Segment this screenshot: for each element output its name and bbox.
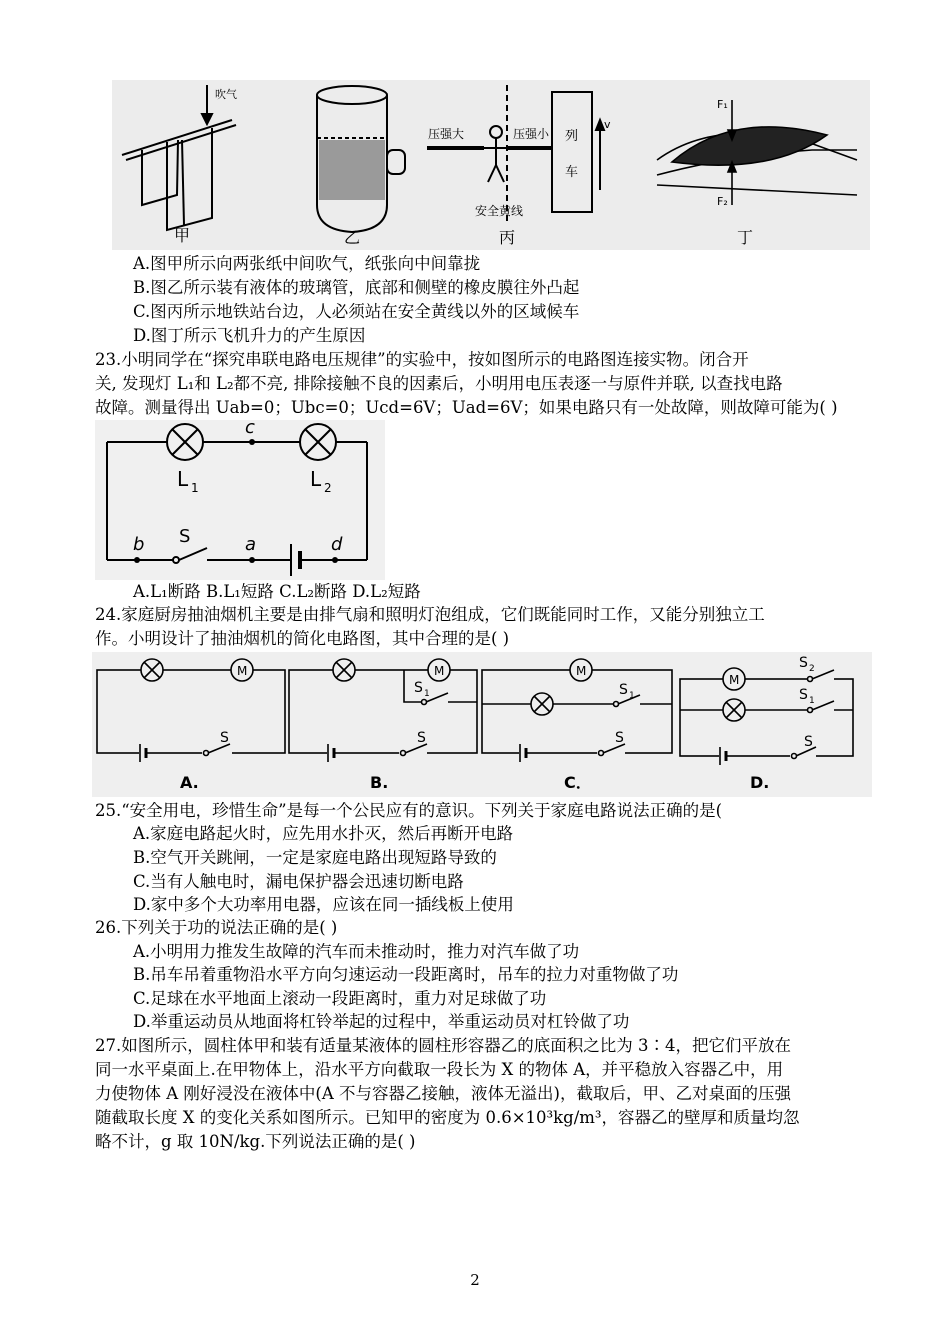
label-yi: 乙 [344, 228, 361, 247]
q23-stem-2: 关, 发现灯 L₁和 L₂都不亮, 排除接触不良的因素后，小明用电压表逐一与原件并联, 以查找电路 [95, 374, 783, 393]
q25-stem: 25.“安全用电，珍惜生命”是每一个公民应有的意识。下列关于家庭电路说法正确的是( [95, 801, 723, 820]
q27-stem-4: 随截取长度 X 的变化关系如图所示。已知甲的密度为 0.6×10³kg/m³，容器乙的壁厚和质量均忽 [95, 1108, 800, 1127]
train-text: 列 [565, 129, 579, 144]
node-a: a [245, 534, 257, 555]
motor-d: M [729, 673, 740, 687]
switch-d-s1-sub: 1 [809, 696, 815, 706]
q24-stem-1: 24.家庭厨房抽油烟机主要是由排气扇和照明灯泡组成，它们既能同时工作，又能分别独立工 [95, 605, 765, 624]
lamp-l2-sub: 2 [324, 481, 332, 495]
q27-stem-2: 同一水平桌面上.在甲物体上，沿水平方向截取一段长为 X 的物体 A，并平稳放入容器乙中，用 [95, 1060, 784, 1079]
label-c: C． [564, 773, 592, 792]
switch-b-s: S [417, 730, 426, 746]
switch-a-s: S [220, 730, 229, 746]
liquid [319, 140, 385, 200]
q26-stem: 26.下列关于功的说法正确的是( ) [95, 918, 338, 937]
q25-option-a: A.家庭电路起火时，应先用水扑灭，然后再断开电路 [133, 824, 514, 843]
lamp-l1-sub: 1 [191, 481, 199, 495]
q26-option-c: C.足球在水平地面上滚动一段距离时，重力对足球做了功 [133, 989, 547, 1008]
switch-d-s2: S [799, 655, 808, 671]
q22-option-b: B.图乙所示装有液体的玻璃管，底部和侧壁的橡皮膜往外凸起 [133, 278, 580, 297]
switch-c-s1-sub: 1 [629, 691, 635, 701]
q26-option-b: B.吊车吊着重物沿水平方向匀速运动一段距离时，吊车的拉力对重物做了功 [133, 965, 679, 984]
switch-d-s1: S [799, 687, 808, 703]
q25-option-b: B.空气开关跳闸，一定是家庭电路出现短路导致的 [133, 848, 497, 867]
switch-c-s: S [615, 730, 624, 746]
f2-label: F₂ [717, 195, 728, 208]
pressure-figures [112, 80, 870, 250]
switch-s: S [179, 526, 191, 547]
node-c: c [245, 420, 255, 438]
q27-stem-5: 略不计，g 取 10N/kg.下列说法正确的是( ) [95, 1132, 416, 1151]
q27-stem-1: 27.如图所示，圆柱体甲和装有适量某液体的圆柱形容器乙的底面积之比为 3∶4，把它们平放在 [95, 1036, 791, 1055]
q25-option-d: D.家中多个大功率用电器，应该在同一插线板上使用 [133, 895, 514, 914]
q23-circuit [95, 420, 385, 580]
node-b: b [133, 534, 145, 555]
node-d: d [331, 534, 343, 555]
label-d: D. [750, 773, 770, 792]
q26-option-a: A.小明用力推发生故障的汽车而未推动时，推力对汽车做了功 [133, 942, 580, 961]
q24-stem-2: 作。小明设计了抽油烟机的简化电路图，其中合理的是( ) [95, 629, 510, 648]
q22-option-d: D.图丁所示飞机升力的产生原因 [133, 326, 366, 345]
label-bing: 丙 [499, 228, 516, 247]
p-high-text: 压强大 [428, 127, 465, 141]
switch-b-s1-sub: 1 [424, 689, 430, 699]
q22-option-c: C.图丙所示地铁站台边，人必须站在安全黄线以外的区域候车 [133, 302, 580, 321]
motor-a: M [237, 664, 248, 678]
q23-options: A.L₁断路 B.L₁短路 C.L₂断路 D.L₂短路 [133, 582, 421, 601]
motor-b: M [434, 664, 445, 678]
blow-text: 吹气 [215, 88, 237, 101]
switch-b-s1: S [414, 680, 423, 696]
lamp-l1-label: L [177, 467, 189, 491]
label-jia: 甲 [174, 226, 191, 245]
label-a: A. [180, 773, 199, 792]
page-number: 2 [470, 1271, 480, 1289]
safe-line-text: 安全黄线 [475, 204, 524, 218]
q22-option-a: A.图甲所示向两张纸中间吹气，纸张向中间靠拢 [133, 254, 481, 273]
label-ding: 丁 [737, 228, 754, 247]
switch-c-s1: S [619, 682, 628, 698]
q25-option-c: C.当有人触电时，漏电保护器会迅速切断电路 [133, 872, 464, 891]
q27-stem-3: 力使物体 A 刚好浸没在液体中(A 不与容器乙接触，液体无溢出)，截取后，甲、乙对桌面的压强 [95, 1084, 791, 1103]
p-low-text: 压强小 [513, 127, 550, 141]
f1-label: F₁ [717, 98, 728, 111]
train-text-2: 车 [565, 165, 579, 180]
q26-option-d: D.举重运动员从地面将杠铃举起的过程中，举重运动员对杠铃做了功 [133, 1012, 630, 1031]
q24-circuits [92, 652, 872, 797]
switch-d-s: S [804, 734, 813, 750]
q23-stem-3: 故障。测量得出 Uab=0；Ubc=0；Ucd=6V；Uad=6V；如果电路只有一处故障，则故障可能为( ) [95, 398, 838, 417]
label-b: B. [370, 773, 389, 792]
v-label: v [604, 118, 611, 131]
lamp-l2-label: L [310, 467, 322, 491]
q23-stem-1: 23.小明同学在“探究串联电路电压规律”的实验中，按如图所示的电路图连接实物。闭合开 [95, 350, 749, 369]
switch-d-s2-sub: 2 [809, 664, 815, 674]
motor-c: M [576, 664, 587, 678]
